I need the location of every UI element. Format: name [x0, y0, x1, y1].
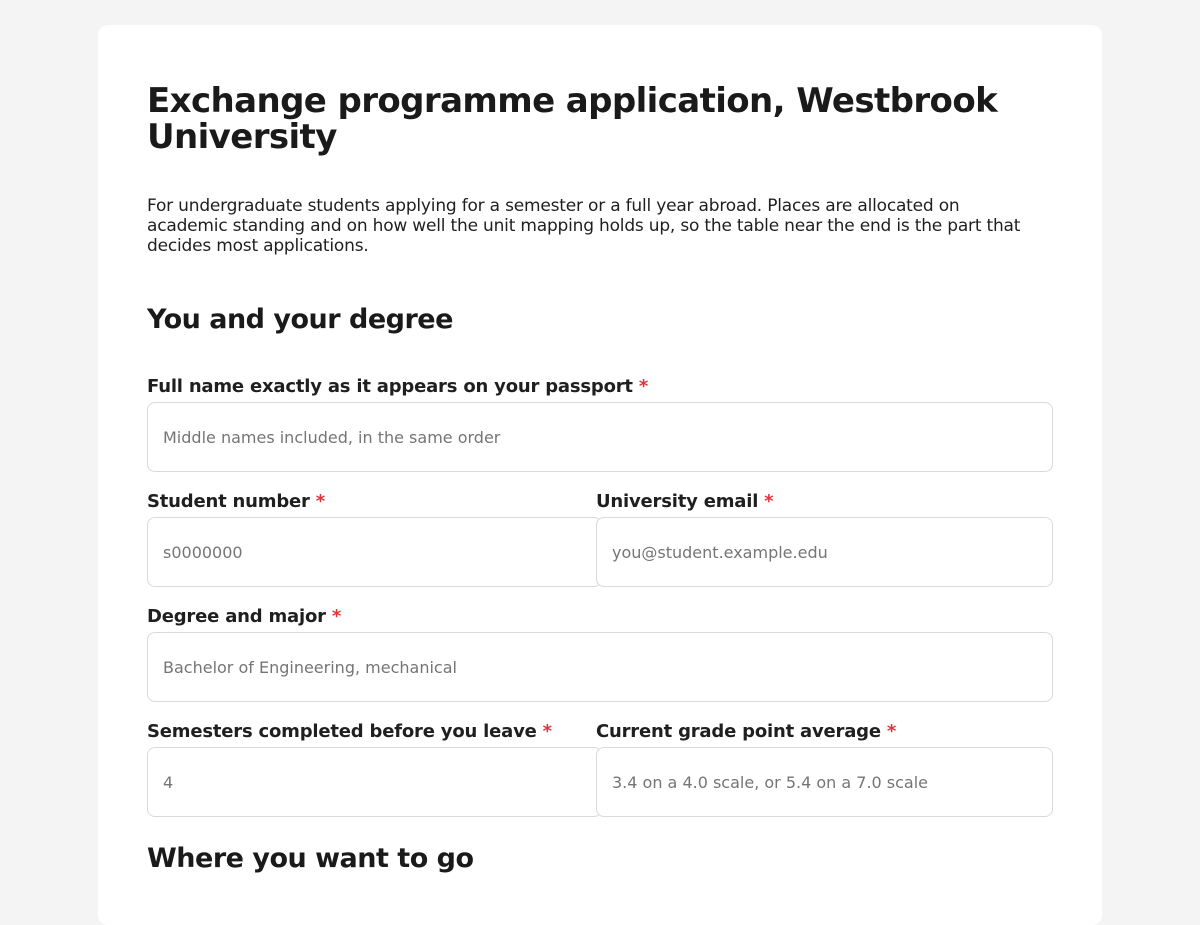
full-name-input[interactable] — [147, 402, 1053, 472]
semesters-completed-label — [147, 721, 552, 743]
semesters-completed-label-text: Semesters completed before you leave — [147, 721, 537, 742]
gpa-label — [596, 721, 896, 743]
university-email-label — [596, 491, 773, 513]
full-name-label — [147, 376, 648, 398]
gpa-label-text: Current grade point average — [596, 721, 881, 742]
university-email-label-text: University email — [596, 491, 759, 512]
required-marker: * — [886, 721, 897, 742]
university-email-input[interactable] — [596, 517, 1053, 587]
required-marker: * — [315, 491, 325, 512]
semesters-completed-input[interactable] — [147, 747, 602, 817]
application-form-card — [98, 25, 1102, 925]
section-heading-destination: Where you want to go — [147, 843, 474, 874]
gpa-input[interactable] — [596, 747, 1053, 817]
full-name-label-text: Full name exactly as it appears on your passport — [147, 376, 633, 397]
required-marker: * — [638, 376, 649, 397]
page-title: Exchange programme application, Westbrook University — [147, 81, 998, 157]
required-marker: * — [764, 491, 774, 512]
required-marker: * — [542, 721, 552, 742]
required-marker: * — [331, 606, 342, 627]
student-number-input[interactable] — [147, 517, 602, 587]
section-heading-degree: You and your degree — [147, 304, 453, 335]
student-number-label — [147, 491, 325, 513]
degree-major-label-text: Degree and major — [147, 606, 326, 627]
degree-major-input[interactable] — [147, 632, 1053, 702]
student-number-label-text: Student number — [147, 491, 310, 512]
degree-major-label — [147, 606, 341, 628]
form-intro: For undergraduate students applying for a semester or a full year abroad. Places are allocated on academic standing and on how well the unit mapping holds up, so the table near the end is the part that decides most applications. — [147, 196, 1021, 256]
